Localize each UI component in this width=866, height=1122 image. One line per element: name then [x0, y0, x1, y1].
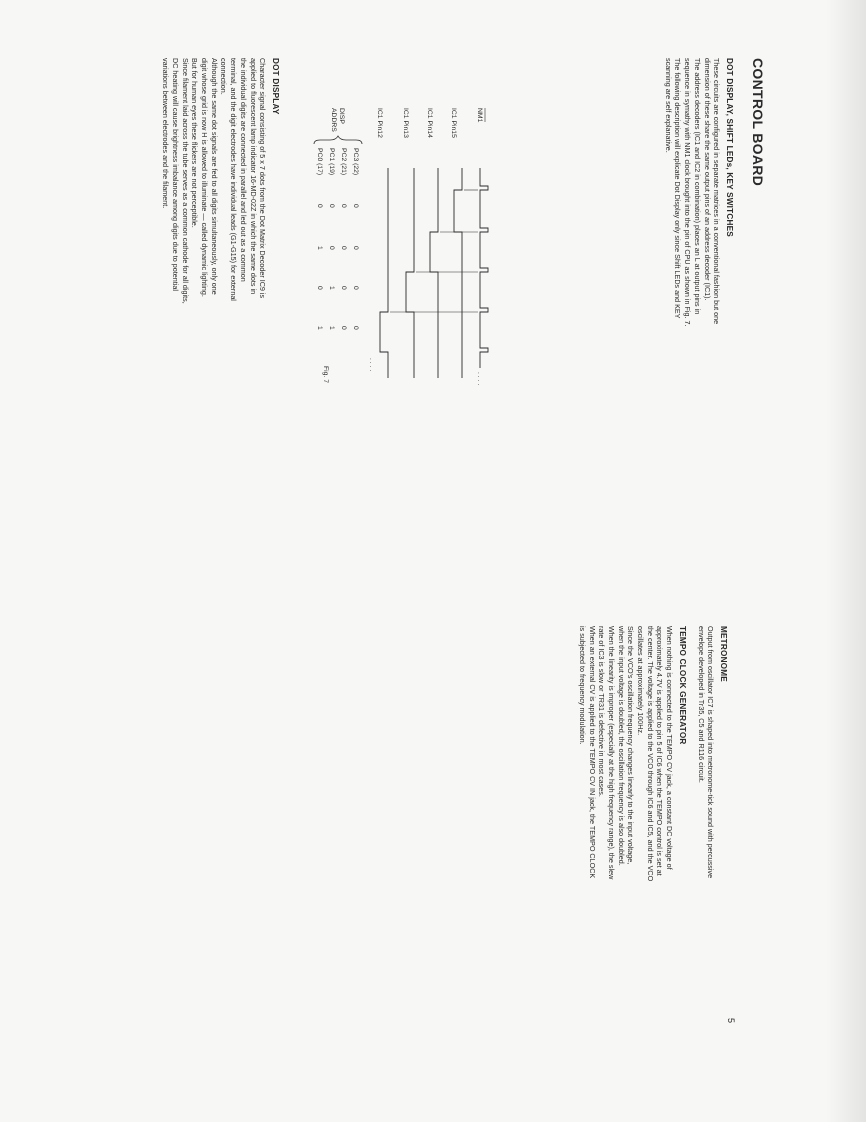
paragraph: Output from oscillator IC7 is shaped into metronome-tick sound with percussive envelope developed in Tr35, C5 and R116 circuit.: [696, 626, 716, 879]
ellipsis-mark: . . . .: [368, 358, 375, 372]
addr-bit: 0: [328, 246, 335, 250]
addr-bit: 0: [340, 204, 347, 208]
addr-bits-row-3: [316, 204, 323, 330]
ellipsis-mark: . . . .: [476, 372, 483, 386]
pin14-waveform: [430, 168, 438, 378]
paragraph: Character signal consisting of 5 x 7 dots from the Dot Matrix Decoder IC9 is applied to fluorescent lamp indicator 16-MD-02Z in which the same dots in the individual digits are connected in parallel and led out as a common terminal, and the digit electrodes have individual leads (G1-G15) for external connection.: [219, 58, 268, 301]
addr-bit: 1: [316, 246, 323, 250]
addr-bit: 1: [316, 326, 323, 330]
addr-bit: 0: [340, 246, 347, 250]
addr-bit: 1: [328, 286, 335, 290]
signal-label: IC1 Pin12: [376, 108, 383, 138]
addr-bits-row-0: [352, 204, 359, 330]
signal-label: NM1: [476, 108, 483, 123]
paragraph: Since the VCO's oscillation frequency changes linearly to the input voltage, when the input voltage is doubled, the oscillation frequency is also doubled. When the linearity is improper (especially at the high frequency range), the slew rate of IC3 is slow or TR31 is defective in most cases.: [597, 626, 636, 880]
addr-bit: 0: [352, 286, 359, 290]
paragraph: When nothing is connected to the TEMPO CV jack, a constant DC voltage of approximately 4.7V is applied to pin 5 of IC6 when the TEMPO control is set at the center. The voltage is applied to the VCO through IC6 and IC5, and the VCO oscillates at approximately 100Hz.: [636, 626, 675, 882]
figure-caption: Fig. 7: [322, 366, 329, 383]
paragraph: The address decoders (IC1 and IC2 in combination) places an L at output pins in sequence in symathy with NM1 clock brought into the pin of CPU as shown in Fig. 7. The following description will explicate Dot Display only since Shift LEDs and KEY scanning are self explanative.: [663, 58, 702, 327]
signal-label: IC1 Pin14: [426, 108, 433, 138]
nm1-waveform: [480, 168, 488, 368]
addr-bit: 1: [328, 326, 335, 330]
bus-label-addrs: ADDRS: [330, 108, 337, 132]
bus-label-disp: DISP: [338, 108, 345, 124]
paragraph: These circuits are configured in separate matrices in a conventional fashion but one dimension of these share the same output pins of an address decoder (IC1).: [702, 58, 722, 325]
dot-display-shift-leds-section: [663, 58, 734, 328]
addr-row-label: PC1 (19): [328, 148, 335, 176]
right-column: [577, 626, 728, 882]
page-title: CONTROL BOARD: [750, 58, 766, 187]
addr-bit: 0: [316, 286, 323, 290]
address-brace: [314, 136, 362, 144]
section-heading: METRONOME: [719, 626, 728, 682]
addr-bit: 0: [328, 204, 335, 208]
section-heading: TEMPO CLOCK GENERATOR: [677, 626, 687, 745]
addr-bits-row-1: [340, 204, 347, 330]
pin13-waveform: [406, 168, 414, 378]
section-heading: DOT DISPLAY: [271, 58, 280, 115]
addr-bits-row-2: [328, 204, 335, 330]
dot-display-section: [161, 58, 280, 304]
addr-bit: 0: [340, 286, 347, 290]
signal-label: IC1 Pin15: [450, 108, 457, 138]
pin12-waveform: [380, 168, 388, 378]
pin15-waveform: [454, 168, 462, 378]
addr-bit: 0: [340, 326, 347, 330]
signal-label: IC1 Pin13: [402, 108, 409, 138]
page-number: 5: [726, 1018, 736, 1024]
section-heading: DOT DISPLAY, SHIFT LEDs, KEY SWITCHES: [725, 58, 734, 237]
addr-bit: 0: [352, 204, 359, 208]
paragraph: When an external CV is applied to the TEMPO CV IN jack, the TEMPO CLOCK is subjected to frequency modulation.: [577, 626, 597, 879]
addr-row-label: PC3 (22): [352, 148, 359, 176]
addr-row-label: PC2 (21): [340, 148, 347, 176]
addr-bit: 0: [352, 246, 359, 250]
paragraph: Although the same dot signals are fed to all digits simultaneously, only one digit whose grid is now H is allowed to illuminate — called dynamic lighting. But for human eyes these flickers are not perceptible.: [190, 58, 219, 297]
timing-diagram-fig7: [310, 108, 490, 398]
paragraph: Since filament laid across the tube serves as a common cathode for all digits, DC heating will cause brightness imbalance among digits due to potential variations between electrodes and the filament.: [161, 58, 190, 304]
addr-row-label: PC0 (17): [316, 148, 323, 176]
addr-bit: 0: [352, 326, 359, 330]
addr-bit: 0: [316, 204, 323, 208]
